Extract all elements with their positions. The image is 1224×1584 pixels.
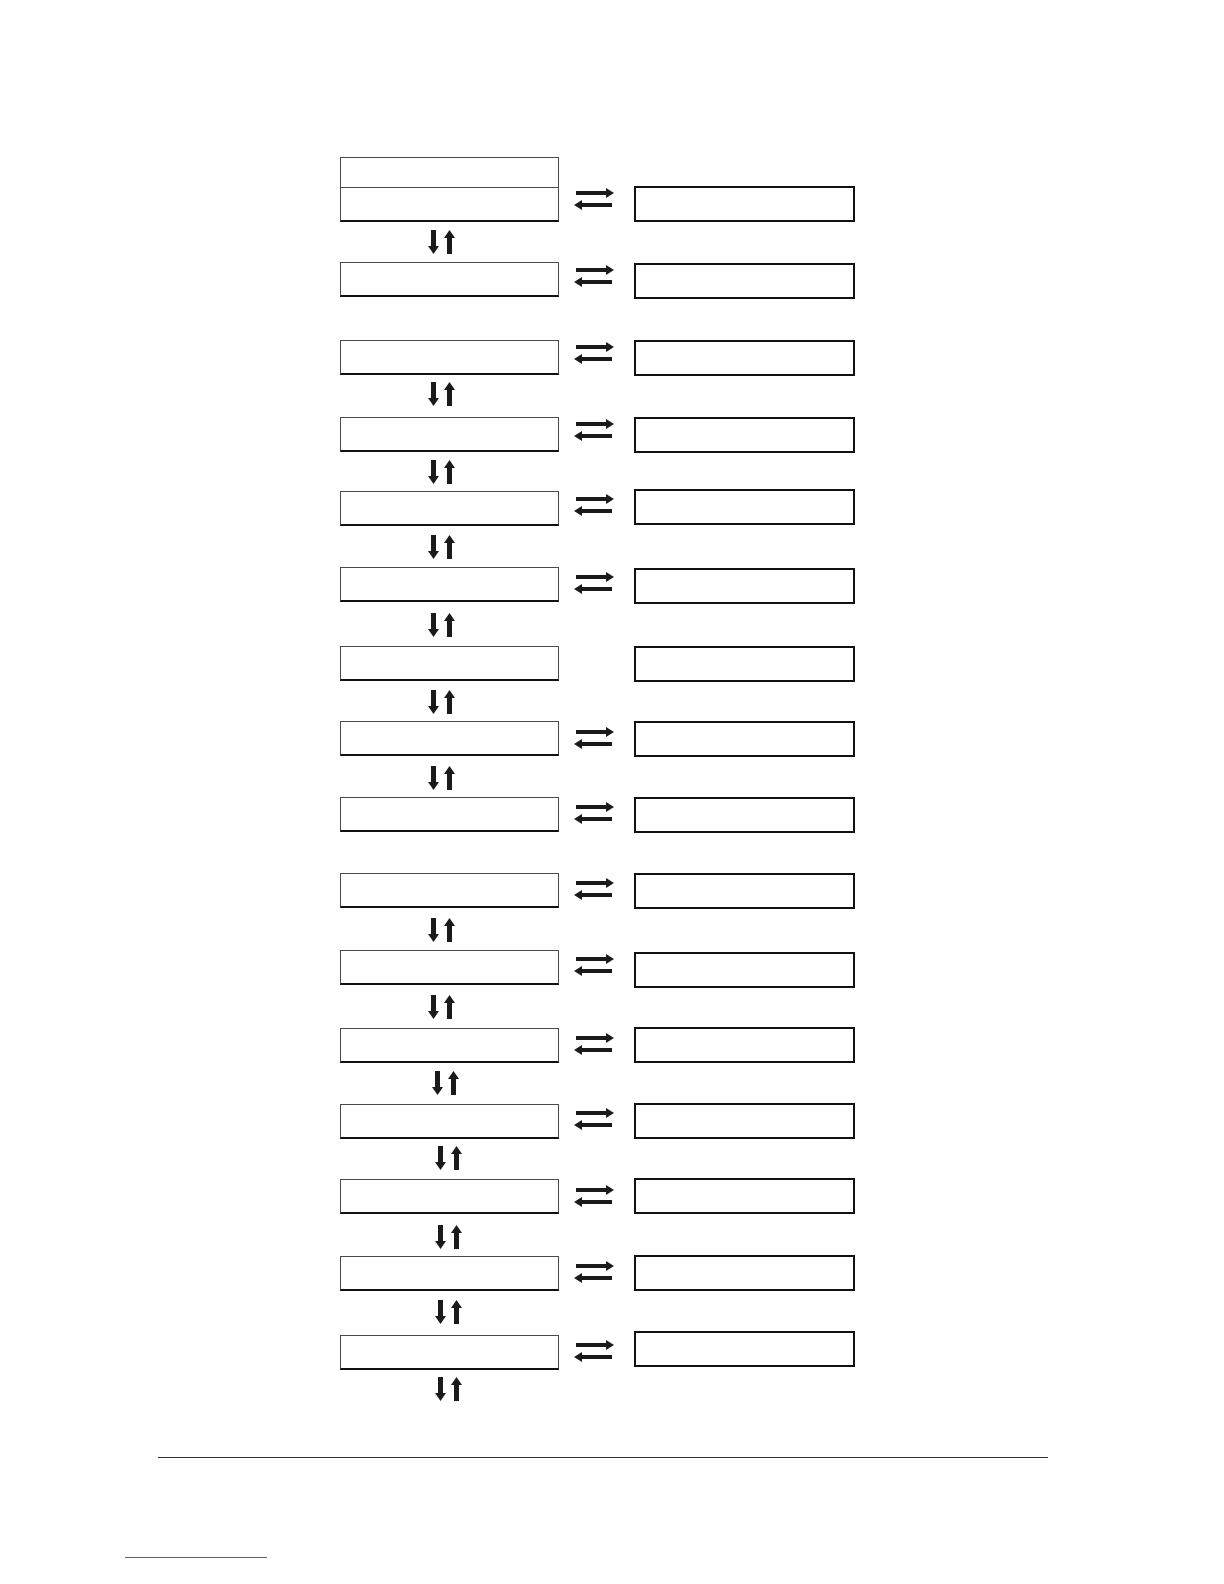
submenu-box — [634, 1103, 855, 1139]
menu-item-box — [340, 646, 559, 681]
submenu-box — [634, 186, 855, 222]
submenu-box — [634, 417, 855, 453]
menu-item-box — [340, 1028, 559, 1063]
submenu-box — [634, 646, 855, 682]
submenu-box — [634, 489, 855, 525]
menu-item-box — [340, 187, 559, 222]
submenu-box — [634, 263, 855, 299]
menu-item-box — [340, 950, 559, 985]
submenu-box — [634, 1027, 855, 1063]
left-right-arrows-icon — [572, 187, 616, 211]
left-right-arrows-icon — [572, 1184, 616, 1208]
up-down-arrows-icon — [428, 765, 456, 791]
page-bottom-rule — [158, 1457, 1048, 1458]
menu-item-box — [340, 262, 559, 297]
left-right-arrows-icon — [572, 418, 616, 442]
up-down-arrows-icon — [428, 612, 456, 638]
left-right-arrows-icon — [572, 493, 616, 517]
left-right-arrows-icon — [572, 801, 616, 825]
left-right-arrows-icon — [572, 877, 616, 901]
menu-item-box — [340, 721, 559, 756]
up-down-arrows-icon — [428, 381, 456, 407]
submenu-box — [634, 1331, 855, 1367]
menu-item-box — [340, 1256, 559, 1291]
up-down-arrows-icon — [428, 534, 456, 560]
left-right-arrows-icon — [572, 1107, 616, 1131]
left-right-arrows-icon — [572, 1339, 616, 1363]
menu-item-box — [340, 797, 559, 832]
menu-item-box — [340, 1179, 559, 1214]
left-right-arrows-icon — [572, 953, 616, 977]
left-right-arrows-icon — [572, 1032, 616, 1056]
up-down-arrows-icon — [428, 917, 456, 943]
menu-item-box — [340, 1335, 559, 1370]
up-down-arrows-icon — [435, 1145, 463, 1171]
submenu-box — [634, 721, 855, 757]
up-down-arrows-icon — [435, 1299, 463, 1325]
menu-header-box — [340, 157, 559, 187]
menu-item-box — [340, 340, 559, 375]
submenu-box — [634, 952, 855, 988]
submenu-box — [634, 797, 855, 833]
submenu-box — [634, 568, 855, 604]
left-right-arrows-icon — [572, 726, 616, 750]
up-down-arrows-icon — [428, 994, 456, 1020]
up-down-arrows-icon — [432, 1070, 460, 1096]
left-right-arrows-icon — [572, 264, 616, 288]
up-down-arrows-icon — [435, 1376, 463, 1402]
submenu-box — [634, 340, 855, 376]
left-right-arrows-icon — [572, 571, 616, 595]
menu-item-box — [340, 873, 559, 908]
up-down-arrows-icon — [428, 459, 456, 485]
left-right-arrows-icon — [572, 341, 616, 365]
menu-item-box — [340, 417, 559, 452]
up-down-arrows-icon — [428, 689, 456, 715]
up-down-arrows-icon — [435, 1224, 463, 1250]
menu-item-box — [340, 567, 559, 602]
submenu-box — [634, 1178, 855, 1214]
menu-item-box — [340, 491, 559, 526]
menu-item-box — [340, 1104, 559, 1139]
submenu-box — [634, 1255, 855, 1291]
up-down-arrows-icon — [428, 229, 456, 255]
footer-link-rule — [125, 1557, 267, 1558]
left-right-arrows-icon — [572, 1260, 616, 1284]
submenu-box — [634, 873, 855, 909]
